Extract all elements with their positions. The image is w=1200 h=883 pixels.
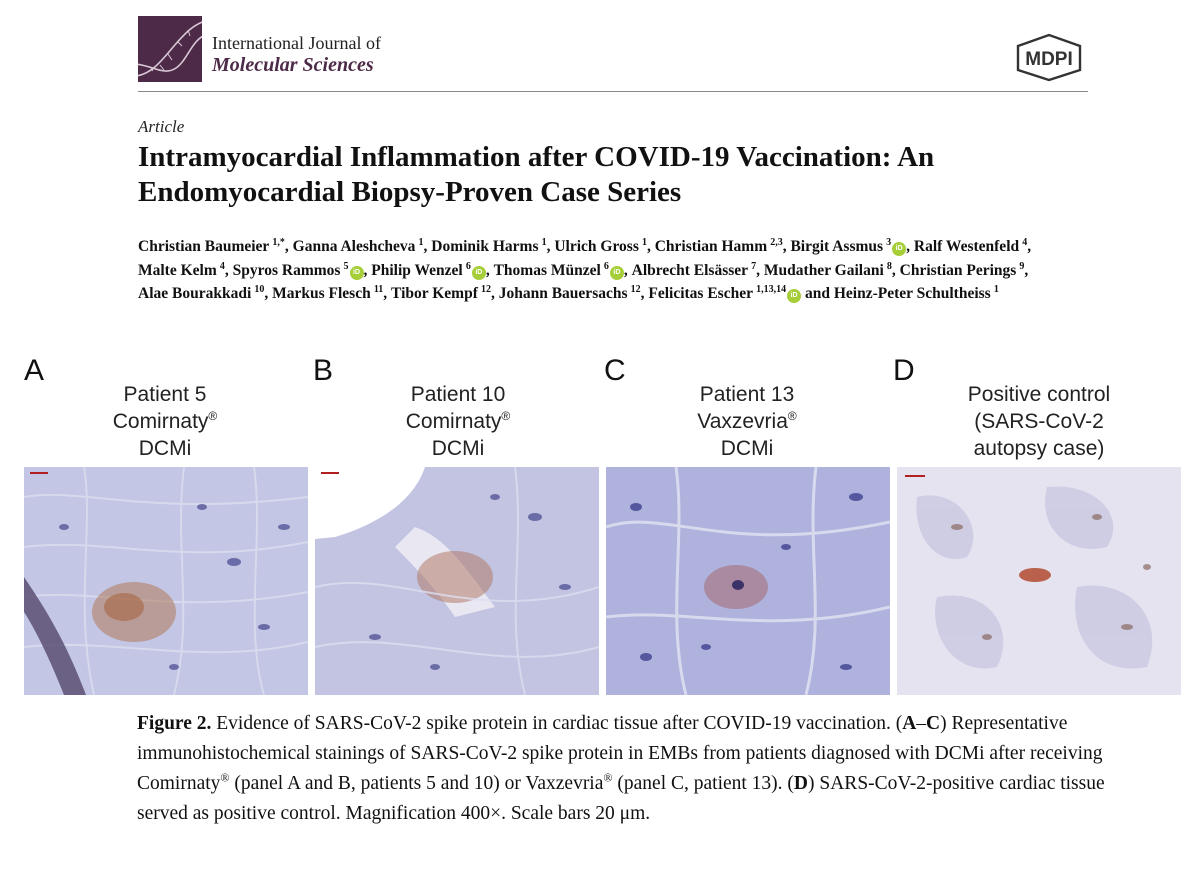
publisher-logo [1012, 32, 1086, 82]
author-separator: , [1024, 261, 1029, 279]
author-separator: , [782, 238, 791, 255]
micrograph-panel-d [897, 467, 1181, 695]
panel-vaccine: Comirnaty [112, 410, 209, 433]
author-name: Ulrich Gross [554, 238, 639, 255]
orcid-icon[interactable]: iD [610, 266, 624, 280]
author [648, 285, 833, 302]
panel-label: Positive control [967, 383, 1111, 406]
author-separator: , [646, 238, 655, 255]
author-affiliation: 9 [1019, 260, 1025, 272]
micrograph-panel-b [315, 467, 599, 695]
author-name: Christian Hamm [654, 238, 768, 255]
figure-label: Figure 2. [137, 713, 212, 734]
registered-mark: ® [220, 770, 230, 785]
author-separator: , [906, 238, 914, 255]
author-name: Ralf Westenfeld [913, 238, 1020, 255]
panel-letter-a: A [24, 354, 45, 387]
author [391, 285, 499, 302]
author-affiliation: 6 [603, 260, 609, 272]
author-separator: , [383, 285, 392, 302]
author-separator: , [423, 238, 432, 255]
panel-label: autopsy case) [973, 437, 1105, 460]
figure-caption [137, 709, 1107, 829]
author-affiliation: 1,13,14 [756, 283, 787, 295]
caption-text: ) SARS-CoV-2-positive cardiac tissue served as positive control. Magnification 400×. Scale bars 20 μm. [137, 773, 1105, 824]
author [138, 238, 293, 255]
mdpi-logo-icon [1012, 32, 1086, 82]
caption-bold: A [902, 713, 917, 734]
author-separator: , [224, 261, 233, 279]
author-separator: , [490, 285, 499, 302]
author-separator: , [623, 261, 632, 279]
journal-name-line2: Molecular Sciences [212, 54, 374, 76]
author-affiliation: 11 [373, 283, 384, 295]
panel-diagnosis: DCMi [138, 437, 192, 460]
author-name: Christian Baumeier [138, 238, 270, 255]
author-name: Heinz-Peter Schultheiss [833, 285, 991, 302]
author [138, 262, 233, 279]
author-affiliation: 4 [219, 260, 225, 272]
author-affiliation: 1 [541, 236, 547, 248]
author [233, 262, 372, 279]
author-affiliation: 10 [254, 283, 265, 295]
article-title: Intramyocardial Inflammation after COVID-19 Vaccination: An Endomyocardial Biopsy-Proven Case Series [138, 141, 935, 208]
micrograph-panel-c [606, 467, 890, 695]
journal-logo [138, 16, 202, 82]
registered-mark: ® [603, 770, 613, 785]
author-separator: , [891, 261, 900, 279]
caption-text: – [916, 713, 927, 734]
author [834, 285, 999, 302]
author-name: Johann Bauersachs [498, 285, 628, 302]
journal-name-line1: International Journal of [212, 33, 381, 53]
author-name: Malte Kelm [138, 261, 217, 279]
author-name: Tibor Kempf [391, 285, 478, 302]
author-affiliation: 7 [751, 260, 757, 272]
author-affiliation: 5 [343, 260, 349, 272]
author [494, 262, 632, 279]
panel-caption-b [363, 381, 553, 462]
author-separator: , [640, 285, 649, 302]
author-name: Birgit Assmus [790, 238, 884, 255]
author [632, 262, 764, 279]
author-name: Markus Flesch [272, 285, 371, 302]
author [371, 262, 493, 279]
author [499, 285, 649, 302]
panel-vaccine: Comirnaty [405, 410, 502, 433]
panel-diagnosis: DCMi [431, 437, 485, 460]
author-name: Alae Bourakkadi [138, 285, 252, 302]
author-separator: , [264, 285, 273, 302]
author-name: Spyros Rammos [232, 261, 341, 279]
author-separator: , [363, 261, 372, 279]
orcid-icon[interactable]: iD [892, 242, 906, 256]
author [790, 238, 913, 255]
article-type: Article [138, 117, 185, 136]
author-name: Albrecht Elsässer [631, 261, 749, 279]
panel-patient: Patient 13 [699, 383, 795, 406]
author-affiliation: 12 [480, 283, 491, 295]
panel-letter-b: B [313, 354, 334, 387]
author-affiliation: 1 [418, 236, 424, 248]
author-separator: , [756, 261, 764, 279]
author [138, 285, 272, 302]
author-name: Mudather Gailani [763, 261, 884, 279]
author-affiliation: 4 [1022, 236, 1028, 248]
header-divider [138, 91, 1088, 92]
caption-text: (panel C, patient 13). ( [612, 773, 794, 794]
author [900, 262, 1029, 279]
caption-bold: C [926, 713, 941, 734]
author-separator: , [1027, 238, 1032, 255]
author-affiliation: 12 [630, 283, 641, 295]
orcid-icon[interactable]: iD [787, 289, 801, 303]
panel-letter-d: D [893, 354, 915, 387]
author [554, 238, 654, 255]
registered-mark: ® [208, 409, 218, 423]
caption-text: Evidence of SARS-CoV-2 spike protein in cardiac tissue after COVID-19 vaccination. ( [211, 713, 903, 734]
panel-letter-c: C [604, 354, 626, 387]
author-separator: , [546, 238, 555, 255]
author-affiliation: 1,* [272, 236, 285, 248]
author-affiliation: 2,3 [770, 236, 783, 248]
panel-caption-d [944, 381, 1134, 462]
author-name: Thomas Münzel [493, 261, 601, 279]
panel-patient: Patient 10 [410, 383, 506, 406]
author [293, 238, 432, 255]
author [655, 238, 791, 255]
orcid-icon[interactable]: iD [472, 266, 486, 280]
publisher-name: MDPI [1025, 49, 1073, 70]
author-name: Philip Wenzel [371, 261, 463, 279]
author-name: Dominik Harms [431, 238, 539, 255]
author-separator: , [284, 238, 293, 255]
author-affiliation: 1 [641, 236, 647, 248]
caption-bold: D [793, 773, 809, 794]
panel-diagnosis: DCMi [720, 437, 774, 460]
panel-caption-a [70, 381, 260, 462]
panel-caption-c [652, 381, 842, 462]
orcid-icon[interactable]: iD [350, 266, 364, 280]
author [764, 262, 900, 279]
author-name: Felicitas Escher [648, 285, 753, 302]
author-affiliation: 1 [993, 283, 999, 295]
panel-vaccine: Vaxzevria [697, 410, 788, 433]
caption-text: (panel A and B, patients 5 and 10) or Vaxzevria [229, 773, 604, 794]
caption-text: ) Representative immunohistochemical stainings of SARS-CoV-2 spike protein in EMBs from patients diagnosed with DCMi after receiving Comirnaty [137, 713, 1103, 794]
registered-mark: ® [501, 409, 511, 423]
registered-mark: ® [787, 409, 797, 423]
author [431, 238, 554, 255]
author-name: Ganna Aleshcheva [292, 238, 416, 255]
author-affiliation: 3 [886, 236, 892, 248]
micrograph-panel-a [24, 467, 308, 695]
author-separator: and [801, 285, 834, 302]
dna-helix-icon [138, 16, 202, 82]
panel-patient: Patient 5 [123, 383, 207, 406]
author [272, 285, 391, 302]
author [914, 238, 1031, 255]
panel-label: (SARS-CoV-2 [974, 410, 1104, 433]
author-affiliation: 8 [886, 260, 892, 272]
author-list [138, 235, 1128, 306]
author-affiliation: 6 [465, 260, 471, 272]
author-name: Christian Perings [899, 261, 1017, 279]
author-separator: , [485, 261, 494, 279]
